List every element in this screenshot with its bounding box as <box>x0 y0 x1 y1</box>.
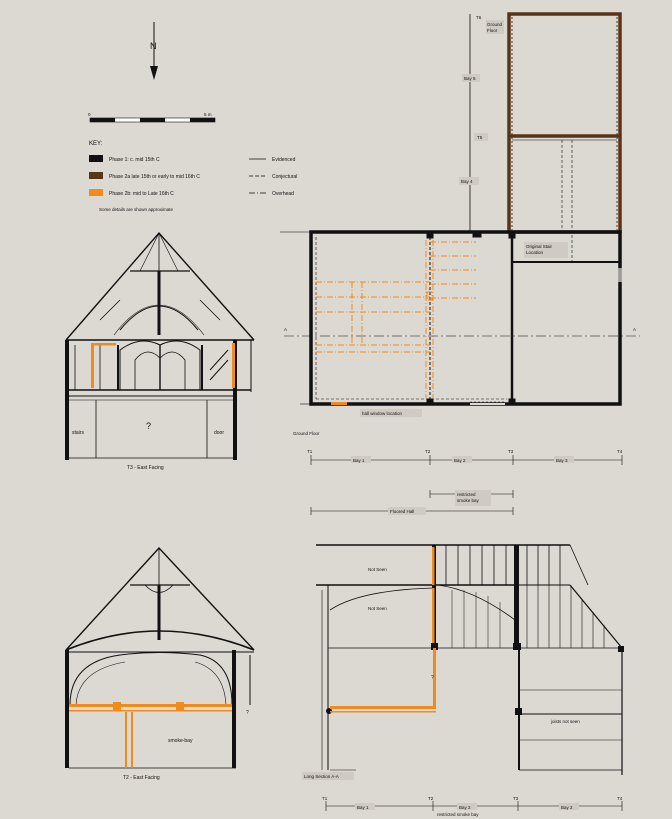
swatch-phase1 <box>89 155 103 162</box>
ls-truss-t1: T1 <box>322 796 328 801</box>
ls-bay-1: Bay 1 <box>357 805 369 810</box>
plan-truss-t3: T3 <box>508 449 514 454</box>
plan-t6: T6 <box>476 15 482 20</box>
ls-bay-2: Bay 2 <box>459 805 471 810</box>
plan-truss-t2: T2 <box>425 449 431 454</box>
plan-ground-floor-top: Ground Floor <box>487 22 503 33</box>
plan-t5: T5 <box>477 135 483 140</box>
key-line-3: Overhead <box>272 191 294 197</box>
plan-hall-window-marker <box>331 402 347 405</box>
t3-caption: T3 - East Facing <box>127 465 164 471</box>
key-item-3: Phase 2b: mid to Late 16th C <box>109 191 174 197</box>
key-line-1: Evidenced <box>272 157 296 163</box>
ls-not-seen-1: Not Seen <box>368 567 387 572</box>
ls-restricted: restricted smoke bay <box>437 812 479 817</box>
plan-hall-window: hall window location <box>362 411 403 416</box>
plan-bay-2: Bay 2 <box>454 458 466 463</box>
long-section <box>316 545 624 775</box>
plan-phase2b-joists <box>316 240 476 398</box>
plan-original-stair: Original Stair Location <box>526 244 553 255</box>
plan-section-marker-right: A <box>633 327 637 332</box>
key-item-1: Phase 1: c. mid 15th C <box>109 157 160 163</box>
plan-bay-1: Bay 1 <box>353 458 365 463</box>
ls-caption: Long Section A-A <box>304 774 339 779</box>
section-t2 <box>65 548 254 768</box>
ls-truss-t4: T4 <box>617 796 623 801</box>
ls-truss-t3: T3 <box>513 796 519 801</box>
swatch-phase2a <box>89 172 103 179</box>
plan-bay4: Bay 4 <box>461 179 473 184</box>
plan-bay-3: Bay 3 <box>556 458 568 463</box>
plan-truss-t4: T4 <box>617 449 623 454</box>
key-item-2: Phase 2a late 15th or early to mid 16th C <box>109 174 200 180</box>
t2-smoke-bay-label: smoke-bay <box>168 738 193 744</box>
north-arrow <box>150 22 158 80</box>
ls-bay-3: Bay 2 <box>561 805 573 810</box>
plan-upper-wing <box>470 14 620 262</box>
plan-restricted: restricted smoke bay <box>457 492 479 503</box>
swatch-phase2b <box>89 189 103 196</box>
plan-ground-floor: Ground Floor <box>293 431 320 436</box>
t2-phase2b-beam <box>69 702 232 768</box>
key-title: KEY: <box>89 141 103 147</box>
scale-end: 5 m <box>204 112 212 117</box>
plan-floored-hall: Floored Hall <box>390 509 415 514</box>
t2-unknown-label: ? <box>246 710 249 716</box>
ls-truss-t2: T2 <box>428 796 434 801</box>
plan-truss-t1: T1 <box>307 449 313 454</box>
ls-joists: joists not seen <box>551 719 580 724</box>
scale-bar <box>88 112 215 122</box>
scale-start: 0 <box>88 112 91 117</box>
key-line-2: Conjectural <box>272 174 298 180</box>
t2-caption: T2 - East Facing <box>123 775 160 781</box>
plan-bay5: Bay 5 <box>464 76 476 81</box>
t3-unknown-label: ? <box>146 421 152 431</box>
t3-stairs-label: stairs <box>72 430 84 436</box>
ls-not-seen-2: Not Seen <box>368 606 387 611</box>
t3-door-label: door <box>214 430 225 436</box>
north-letter: N <box>150 41 157 51</box>
plan-main-block <box>280 232 620 405</box>
section-t3 <box>65 233 254 460</box>
plan-section-marker-left: A <box>284 327 288 332</box>
ls-unknown: ? <box>431 675 434 681</box>
key-legend <box>89 141 297 212</box>
key-note: Some details are shown approximate <box>99 207 174 212</box>
